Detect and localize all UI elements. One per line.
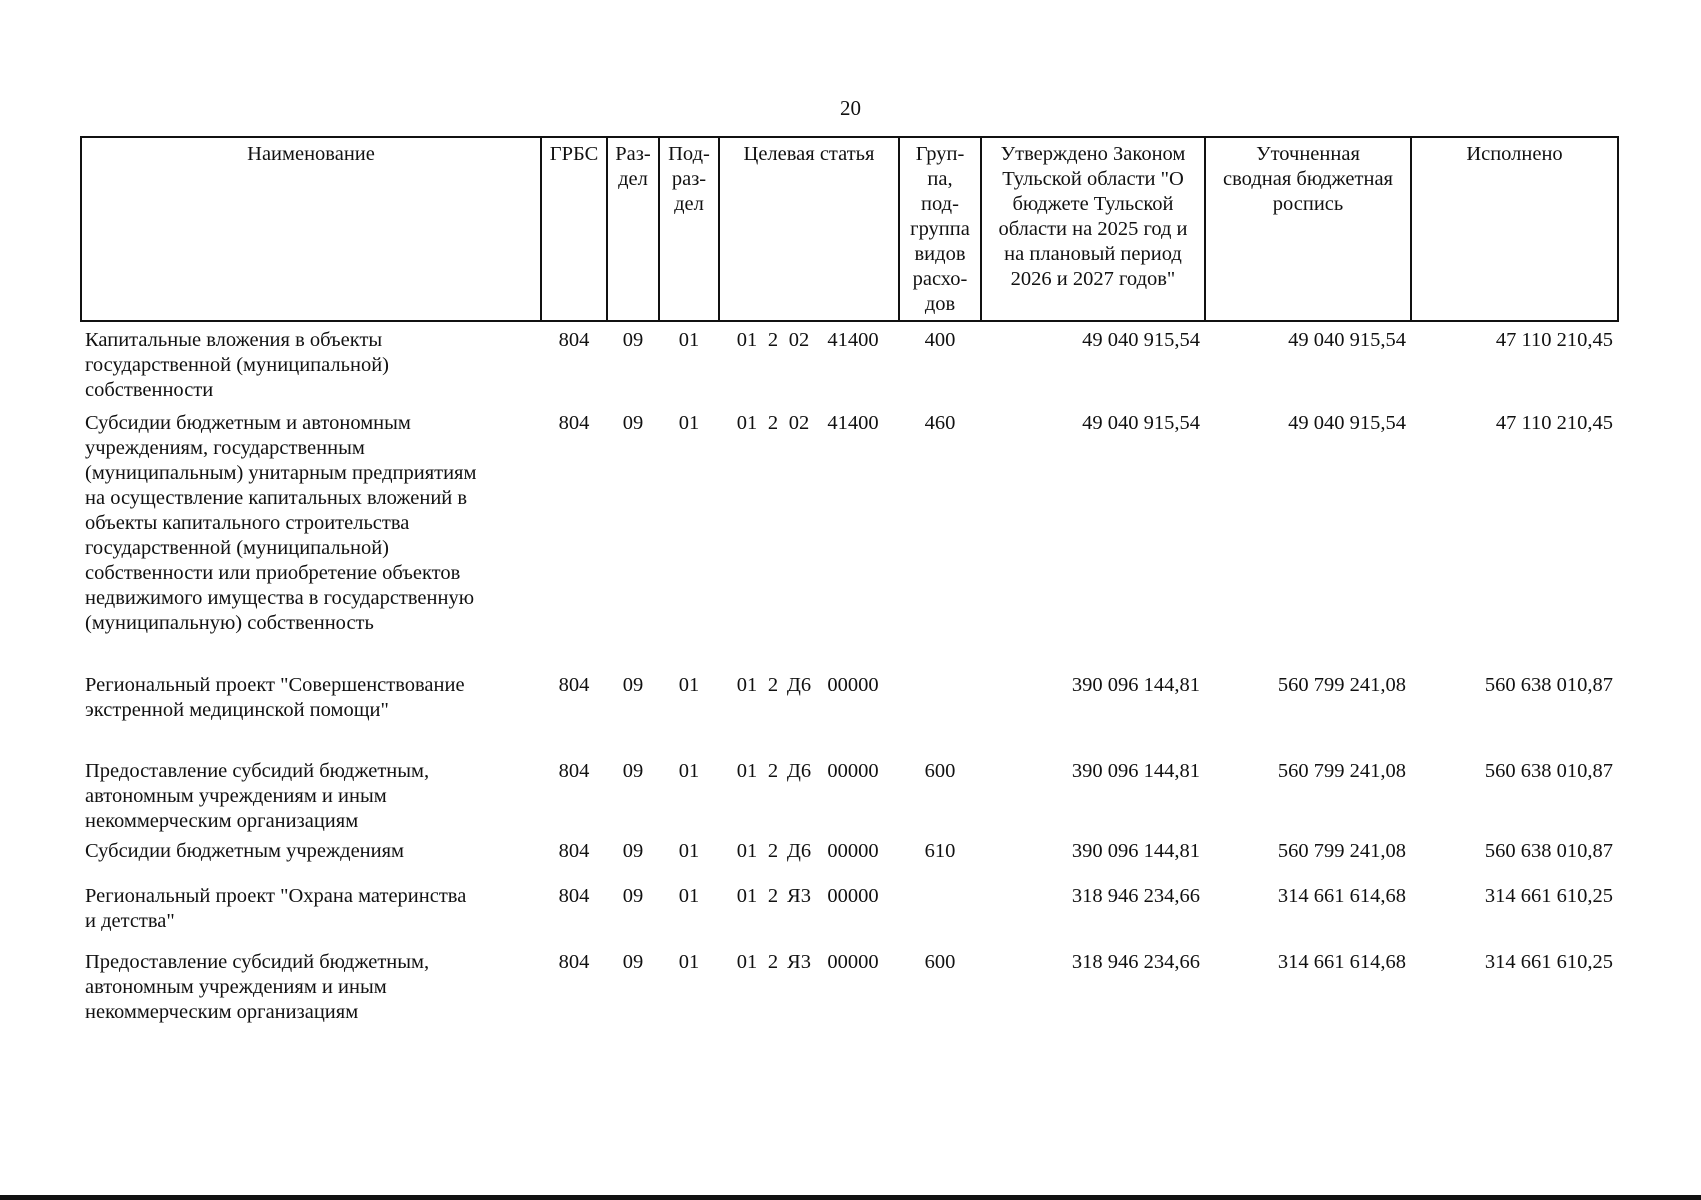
table-row (81, 321, 1618, 411)
scan-bottom-edge (0, 1195, 1701, 1200)
page-number: 20 (840, 96, 861, 120)
row-target (719, 321, 899, 411)
target-segment: 00000 (827, 840, 879, 862)
target-segment: Д6 (786, 840, 812, 862)
row-grbs: 804 (558, 840, 590, 862)
header-razdel: Раз- дел (607, 137, 659, 321)
header-name: Наименование (81, 137, 541, 321)
row-target (719, 759, 899, 839)
header-row (81, 137, 1618, 321)
row-refined: 560 799 241,08 (1277, 840, 1406, 862)
target-segment: 2 (767, 412, 779, 434)
target-segment: 00000 (827, 951, 879, 973)
target-segment: 01 (736, 840, 758, 862)
row-razdel: 09 (622, 840, 644, 862)
row-name: Субсидии бюджетным учреждениям (85, 840, 405, 862)
row-executed: 47 110 210,45 (1495, 412, 1613, 434)
row-refined: 314 661 614,68 (1277, 951, 1406, 973)
row-razdel: 09 (622, 760, 644, 782)
target-segment: 02 (788, 329, 810, 351)
header-executed: Исполнено (1411, 137, 1618, 321)
row-target (719, 411, 899, 673)
row-executed: 314 661 610,25 (1484, 951, 1613, 973)
row-grbs: 804 (558, 885, 590, 907)
target-segment: 01 (736, 329, 758, 351)
row-approved: 390 096 144,81 (1071, 840, 1200, 862)
table-row (81, 950, 1618, 1030)
row-podrazdel: 01 (678, 840, 700, 862)
target-segment: Я3 (787, 885, 811, 907)
row-name: Предоставление субсидий бюджетным, автономным учреждениям и иным некоммерческим организациям (85, 760, 430, 832)
row-razdel: 09 (622, 885, 644, 907)
target-segment: Д6 (786, 760, 812, 782)
row-podrazdel: 01 (678, 885, 700, 907)
header-podrazdel: Под- раз- дел (659, 137, 719, 321)
header-target: Целевая статья (719, 137, 899, 321)
target-segment: 2 (767, 674, 779, 696)
row-razdel: 09 (622, 674, 644, 696)
row-group: 460 (924, 412, 956, 434)
target-segment: 2 (767, 885, 779, 907)
table-row (81, 673, 1618, 759)
row-approved: 49 040 915,54 (1082, 412, 1200, 434)
target-segment: 01 (736, 885, 758, 907)
row-group: 600 (924, 951, 956, 973)
row-refined: 560 799 241,08 (1277, 760, 1406, 782)
table-row (81, 884, 1618, 950)
row-group (899, 884, 981, 950)
target-segment: 00000 (827, 760, 879, 782)
row-approved: 390 096 144,81 (1071, 760, 1200, 782)
row-target (719, 950, 899, 1030)
row-executed: 560 638 010,87 (1484, 760, 1613, 782)
row-razdel: 09 (622, 412, 644, 434)
row-group (899, 673, 981, 759)
target-segment: 02 (788, 412, 810, 434)
row-grbs: 804 (558, 674, 590, 696)
row-group: 610 (924, 840, 956, 862)
row-refined: 49 040 915,54 (1288, 412, 1406, 434)
row-approved: 390 096 144,81 (1071, 674, 1200, 696)
table-row (81, 759, 1618, 839)
target-segment: Я3 (787, 951, 811, 973)
header-group: Груп- па, под- группа видов расхо- дов (899, 137, 981, 321)
target-segment: 2 (767, 760, 779, 782)
target-segment: 01 (736, 951, 758, 973)
target-segment: 00000 (827, 885, 879, 907)
row-name: Предоставление субсидий бюджетным, автономным учреждениям и иным некоммерческим организациям (85, 951, 430, 1023)
header-approved: Утверждено Законом Тульской области "О бюджете Тульской области на 2025 год и на плановый период 2026 и 2027 годов" (981, 137, 1205, 321)
row-grbs: 804 (558, 412, 590, 434)
header-refined: Уточненная сводная бюджетная роспись (1205, 137, 1411, 321)
row-target (719, 673, 899, 759)
row-target (719, 839, 899, 884)
row-name: Региональный проект "Охрана материнства и детства" (85, 885, 467, 932)
table-row (81, 411, 1618, 673)
row-executed: 560 638 010,87 (1484, 674, 1613, 696)
row-grbs: 804 (558, 329, 590, 351)
row-podrazdel: 01 (678, 951, 700, 973)
target-segment: 41400 (827, 412, 879, 434)
target-segment: 2 (767, 329, 779, 351)
target-segment: 41400 (827, 329, 879, 351)
row-razdel: 09 (622, 951, 644, 973)
target-segment: Д6 (786, 674, 812, 696)
row-podrazdel: 01 (678, 760, 700, 782)
row-approved: 318 946 234,66 (1071, 885, 1200, 907)
row-razdel: 09 (622, 329, 644, 351)
row-podrazdel: 01 (678, 674, 700, 696)
budget-table (80, 136, 1619, 1030)
row-refined: 560 799 241,08 (1277, 674, 1406, 696)
target-segment: 2 (767, 951, 779, 973)
table-body (81, 321, 1618, 1030)
header-grbs: ГРБС (541, 137, 607, 321)
row-approved: 318 946 234,66 (1071, 951, 1200, 973)
target-segment: 01 (736, 760, 758, 782)
row-approved: 49 040 915,54 (1082, 329, 1200, 351)
row-refined: 49 040 915,54 (1288, 329, 1406, 351)
target-segment: 00000 (827, 674, 879, 696)
row-executed: 47 110 210,45 (1495, 329, 1613, 351)
row-grbs: 804 (558, 760, 590, 782)
row-name: Региональный проект "Совершенствование экстренной медицинской помощи" (85, 674, 465, 721)
row-refined: 314 661 614,68 (1277, 885, 1406, 907)
row-group: 600 (924, 760, 956, 782)
row-name: Субсидии бюджетным и автономным учреждениям, государственным (муниципальным) унитарным предприятиям на осуществление капитальных вложений в объекты капитального строительства государственной (муниципальной) собственности или приобретение объектов недвижимого имущества в государственную (муниципальную) собственность (85, 412, 477, 634)
row-name: Капитальные вложения в объекты государственной (муниципальной) собственности (85, 329, 390, 401)
table-row (81, 839, 1618, 884)
target-segment: 2 (767, 840, 779, 862)
row-group: 400 (924, 329, 956, 351)
target-segment: 01 (736, 674, 758, 696)
row-podrazdel: 01 (678, 412, 700, 434)
row-podrazdel: 01 (678, 329, 700, 351)
target-segment: 01 (736, 412, 758, 434)
row-grbs: 804 (558, 951, 590, 973)
row-executed: 314 661 610,25 (1484, 885, 1613, 907)
row-executed: 560 638 010,87 (1484, 840, 1613, 862)
row-target (719, 884, 899, 950)
